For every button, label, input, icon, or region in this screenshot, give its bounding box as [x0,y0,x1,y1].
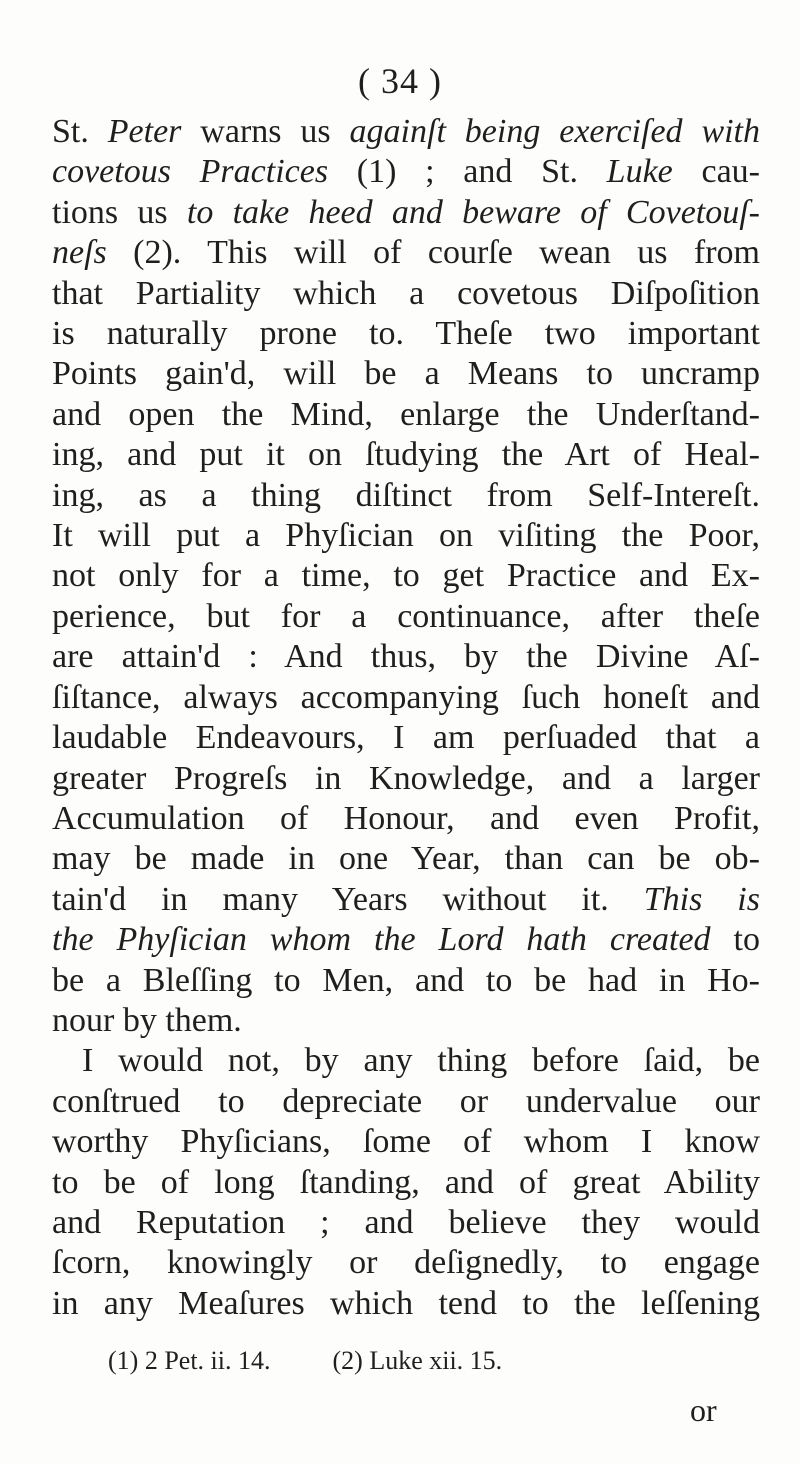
text-run: are attain'd : And thus, by the Divine Aſ- [52,638,760,676]
footnote-2: (2) Luke xii. 15. [332,1346,503,1375]
text-line [52,718,760,758]
italic-run: Peter [107,113,182,150]
text-run: warns us [181,113,350,150]
text-line [52,1041,760,1081]
text-run: and open the Mind, enlarge the Underſtand- [52,395,760,433]
text-run: that Partiality which a covetous Diſpoſition [52,274,760,312]
catchword: or [690,1392,717,1428]
text-line [52,556,760,596]
text-line [52,1203,760,1243]
text-run: It will put a Phyſician on viſiting the Poor, [52,517,760,555]
text-run: and Reputation ; and believe they would [52,1203,760,1241]
italic-run: This is [643,880,760,918]
text-run: tions us [52,193,187,231]
text-line [52,395,760,435]
text-run: may be made in one Year, than can be ob- [52,840,760,878]
body-text [52,112,760,1324]
text-run: ing, as a thing diſtinct from Self-Intereſt. [52,476,760,514]
text-line [52,961,760,1001]
text-run: not only for a time, to get Practice and Ex- [52,557,760,595]
text-line [52,516,760,556]
text-run: laudable Endeavours, I am perſuaded that a [52,719,760,757]
text-run: ſiſtance, always accompanying ſuch honeſt and [52,678,760,716]
text-run: ſcorn, knowingly or deſignedly, to engage [52,1244,760,1282]
text-run: I would not, by any thing before ſaid, be [82,1042,760,1080]
text-line [52,678,760,718]
italic-run: covetous Practices [52,153,329,191]
text-run: be a Bleſſing to Men, and to be had in Ho- [52,961,760,999]
footnotes [108,1346,502,1376]
text-line [52,799,760,839]
text-line [52,354,760,394]
text-run: ing, and put it on ſtudying the Art of Heal- [52,436,760,474]
text-line [52,1001,760,1041]
text-line [52,1082,760,1122]
text-run: perience, but for a continuance, after theſe [52,597,760,635]
text-run: in any Meaſures which tend to the leſſening [52,1284,760,1322]
text-line [52,1122,760,1162]
text-run: (2). This will of courſe wean us from [106,234,760,272]
text-line [52,435,760,475]
text-line [52,597,760,637]
italic-run: neſs [52,234,107,272]
text-run: St. [52,113,108,150]
text-line [52,233,760,273]
text-line [52,1284,760,1324]
text-line [52,920,760,960]
text-run: cau- [672,153,760,191]
footnote-1: (1) 2 Pet. ii. 14. [108,1346,271,1375]
text-line [52,637,760,677]
text-line [52,476,760,516]
page-number: ( 34 ) [358,61,442,101]
text-line [52,839,760,879]
text-line [52,880,760,920]
text-run: tain'd in many Years without it. [52,880,644,918]
text-run: is naturally prone to. Theſe two important [52,315,760,353]
italic-run: to take heed and beware of Covetouſ- [186,193,761,231]
italic-run: the Phyſician whom the Lord hath created [52,921,711,959]
italic-run: Luke [606,153,673,191]
text-line [52,759,760,799]
text-run: (1) ; and St. [328,153,607,191]
text-run: Accumulation of Honour, and even Profit, [52,799,760,837]
text-run: to be of long ſtanding, and of great Ability [52,1163,760,1201]
text-line [52,193,760,233]
text-line [52,314,760,354]
text-run: nour by them. [52,1001,242,1039]
text-run: to [710,921,760,959]
text-run: Points gain'd, will be a Means to uncramp [52,355,760,393]
text-line [52,1163,760,1203]
text-run: greater Progreſs in Knowledge, and a larger [52,759,760,797]
italic-run: againſt being exerciſed with [349,113,761,150]
text-line [52,274,760,314]
text-line [52,152,760,192]
text-run: worthy Phyſicians, ſome of whom I know [52,1123,760,1161]
text-line [52,1243,760,1283]
text-run: conſtrued to depreciate or undervalue our [52,1082,760,1120]
text-line [52,112,760,152]
